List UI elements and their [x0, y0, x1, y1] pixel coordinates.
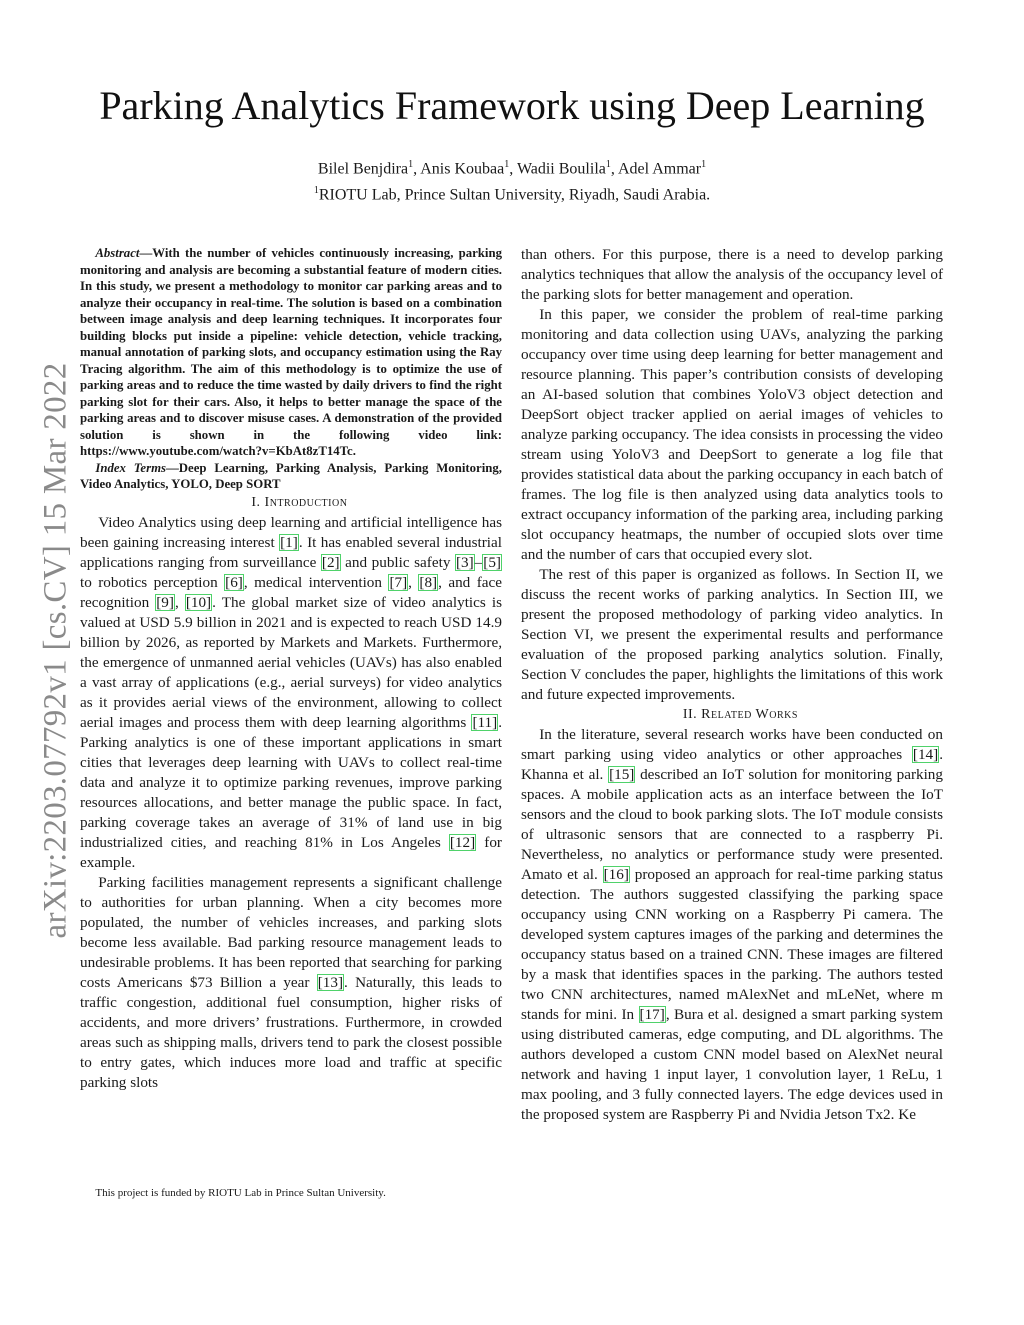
citation-link[interactable]: [9]: [156, 593, 174, 611]
citation-link[interactable]: [14]: [912, 746, 939, 763]
author-superscript: 1: [605, 159, 611, 170]
author-block: [100, 154, 924, 207]
intro-paragraph-2: Parking facilities management represents a significant challenge to authorities for urban planning. When a city becomes more populated, the number of vehicles increases, and parking slots become less available. Bad parking resource management leads to undesirable problems. It has been reported that searching for parking costs Americans $73 Billion a year [13]. Naturally, this leads to traffic congestion, additional fuel consumption, higher risks of accidents, and more drivers’ frustrations. Furthermore, in crowded areas such as shipping malls, drivers tend to park the closest possible to entry gates, which induces more load and traffic at specific parking slots: [80, 873, 502, 1091]
author-name: Adel Ammar: [617, 160, 702, 178]
author-name: Wadii Boulila: [516, 160, 606, 178]
author-name: Bilel Benjdira: [317, 160, 409, 178]
intro-paragraph-3: In this paper, we consider the problem of real-time parking monitoring and data collection using UAVs, analyzing the parking occupancy over time using deep learning for better management and resource planning. This paper’s contribution consists of developing an AI-based solution that combines YoloV3 object detection and DeepSort object tracker applied on aerial images of vehicles to analyze parking occupancy. The idea consists in processing the video stream using YoloV3 and DeepSort to generate a log file that provides statistical data about the parking occupancy in each batch of frames. The log file is then analyzed using data analytics tools to extract occupancy information of the parking area, including parking slot occupancy heatmaps, the number of occupied slots over time and the number of cars that occupied every slot.: [521, 306, 943, 563]
citation-link[interactable]: [7]: [389, 573, 408, 591]
intro-paragraph-4: The rest of this paper is organized as follows. In Section II, we discuss the recent works of parking analytics. In Section III, we present the proposed methodology of parking video analytics. In Section VI, we present the experimental results and performance evaluation of the proposed parking analytics solution. Finally, Section V concludes the paper, highlights the limitations of this work and future expected improvements.: [521, 566, 943, 703]
paper-title: Parking Analytics Framework using Deep Learning: [99, 83, 925, 128]
abstract: [80, 245, 502, 460]
citation-link[interactable]: [1]: [280, 533, 298, 551]
arxiv-identifier-text: arXiv:2203.07792v1 [cs.CV] 15 Mar 2022: [37, 362, 74, 938]
abstract-label: Abstract: [95, 246, 140, 260]
citation-link[interactable]: [12]: [449, 833, 476, 851]
affiliation: [100, 180, 924, 206]
citation-link[interactable]: [5]: [483, 553, 501, 571]
right-column: [521, 245, 943, 1125]
section-heading-related-works: II. Related Works: [682, 707, 798, 722]
citation-link[interactable]: [2]: [321, 553, 340, 571]
citation-link[interactable]: [8]: [419, 573, 438, 591]
author-name: Anis Koubaa: [420, 160, 505, 178]
index-terms-label: Index Terms: [95, 460, 166, 475]
citation-link[interactable]: [16]: [603, 866, 629, 883]
arxiv-identifier-stamp: [36, 360, 76, 940]
funding-footnote: This project is funded by RIOTU Lab in Prince Sultan University.: [95, 1187, 386, 1199]
author-list: Bilel Benjdira$^1$, Anis Koubaa$^1$, Wadii Boulila$^1$, Adel Ammar$^1$: [317, 159, 707, 178]
section-heading-introduction: I. Introduction: [251, 494, 348, 510]
citation-link[interactable]: [15]: [609, 766, 635, 783]
citation-link[interactable]: [17]: [639, 1006, 665, 1023]
citation-link[interactable]: [10]: [185, 593, 212, 611]
citation-link[interactable]: [6]: [225, 573, 243, 591]
affiliation-superscript: 1: [313, 185, 319, 197]
related-paragraph-1: In the literature, several research works have been conducted on smart parking using video analytics or other approaches [14]. Khanna et al. [15] described an IoT solution for monitoring parking spaces. A mobile application acts as an interface between the IoT sensors and the cloud to book parking slots. The IoT module consists of ultrasonic sensors that are connected to a raspberry Pi. Nevertheless, no analytics or performance study were presented. Amato et al. [16] proposed an approach for real-time parking status detection. The authors suggested classifying the parking space occupancy using CNN working on a Raspberry Pi camera. The developed system captures images of the parking and determines the occupancy status based on a trained CNN. These images are filtered by a mask that identifies spaces in the parking. The authors tested two CNN architectures, named mAlexNet and mLeNet, where m stands for mini. In [17], Bura et al. designed a smart parking system using distributed cameras, edge computing, and DL algorithms. The authors developed a custom CNN model based on AlexNet neural network and having 1 input layer, 1 convolution layer, 1 ReLu, 1 max pooling, and 3 fully connected layers. The edge devices used in the proposed system are Raspberry Pi and Nvidia Jetson Tx2. Ke: [521, 726, 943, 1123]
citation-link[interactable]: [13]: [317, 973, 344, 991]
author-superscript: 1: [701, 159, 707, 170]
index-terms: [80, 460, 502, 493]
citation-link[interactable]: [11]: [472, 713, 498, 731]
author-superscript: 1: [504, 159, 510, 170]
citation-link[interactable]: [3]: [455, 553, 474, 571]
left-column: [80, 245, 502, 1093]
index-terms-text: —Deep Learning, Parking Analysis, Parking Monitoring, Video Analytics, YOLO, Deep SORT: [80, 460, 502, 491]
intro-paragraph-1: Video Analytics using deep learning and artificial intelligence has been gaining increasing interest [1]. It has enabled several industrial applications ranging from surveillance [2] and public safety [3]–[5] to robotics perception [6], medical intervention [7], [8], and face recognition [9], [10]. The global market size of video analytics is valued at USD 5.9 billion in 2021 and is expected to reach USD 14.9 billion by 2026, as reported by Markets and Markets. Furthermore, the emergence of unmanned aerial vehicles (UAVs) has also enabled a vast array of applications (e.g., aerial surveys) for video analytics as it provides aerial views of the environment, allowing to collect aerial images and process them with deep learning algorithms [11]. Parking analytics is one of these important applications in smart cities that leverages deep learning with UAVs to collect real-time data and analyze it to optimize parking revenues, improve parking resources allocations, and better manage the public space. In fact, parking coverage takes an average of 31% of land use in big industrialized cities, and reaching 81% in Los Angeles [12] for example.: [80, 513, 502, 871]
author-superscript: 1: [408, 159, 414, 170]
affiliation-text: RIOTU Lab, Prince Sultan University, Riyadh, Saudi Arabia.: [318, 186, 711, 204]
abstract-text: —With the number of vehicles continuously increasing, parking monitoring and analysis are becoming a substantial feature of modern cities. In this study, we present a methodology to monitor car parking areas and to analyze their occupancy in real-time. The solution is based on a combination between image analysis and deep learning techniques. It incorporates four building blocks put inside a pipeline: vehicle detection, vehicle tracking, manual annotation of parking slots, and occupancy estimation using the Ray Tracing algorithm. The aim of this methodology is to optimize the use of parking areas and to reduce the time wasted by daily drivers to find the right parking slot for their cars. Also, it helps to better manage the space of the parking areas and to discover misuse cases. A demonstration of the provided solution is shown in the following video link: https://www.youtube.com/watch?v=KbAt8zT14Tc.: [80, 246, 502, 458]
intro-paragraph-2-continued: than others. For this purpose, there is a need to develop parking analytics techniques that allow the analysis of the occupancy level of the parking slots for better management and operation.: [521, 246, 943, 303]
